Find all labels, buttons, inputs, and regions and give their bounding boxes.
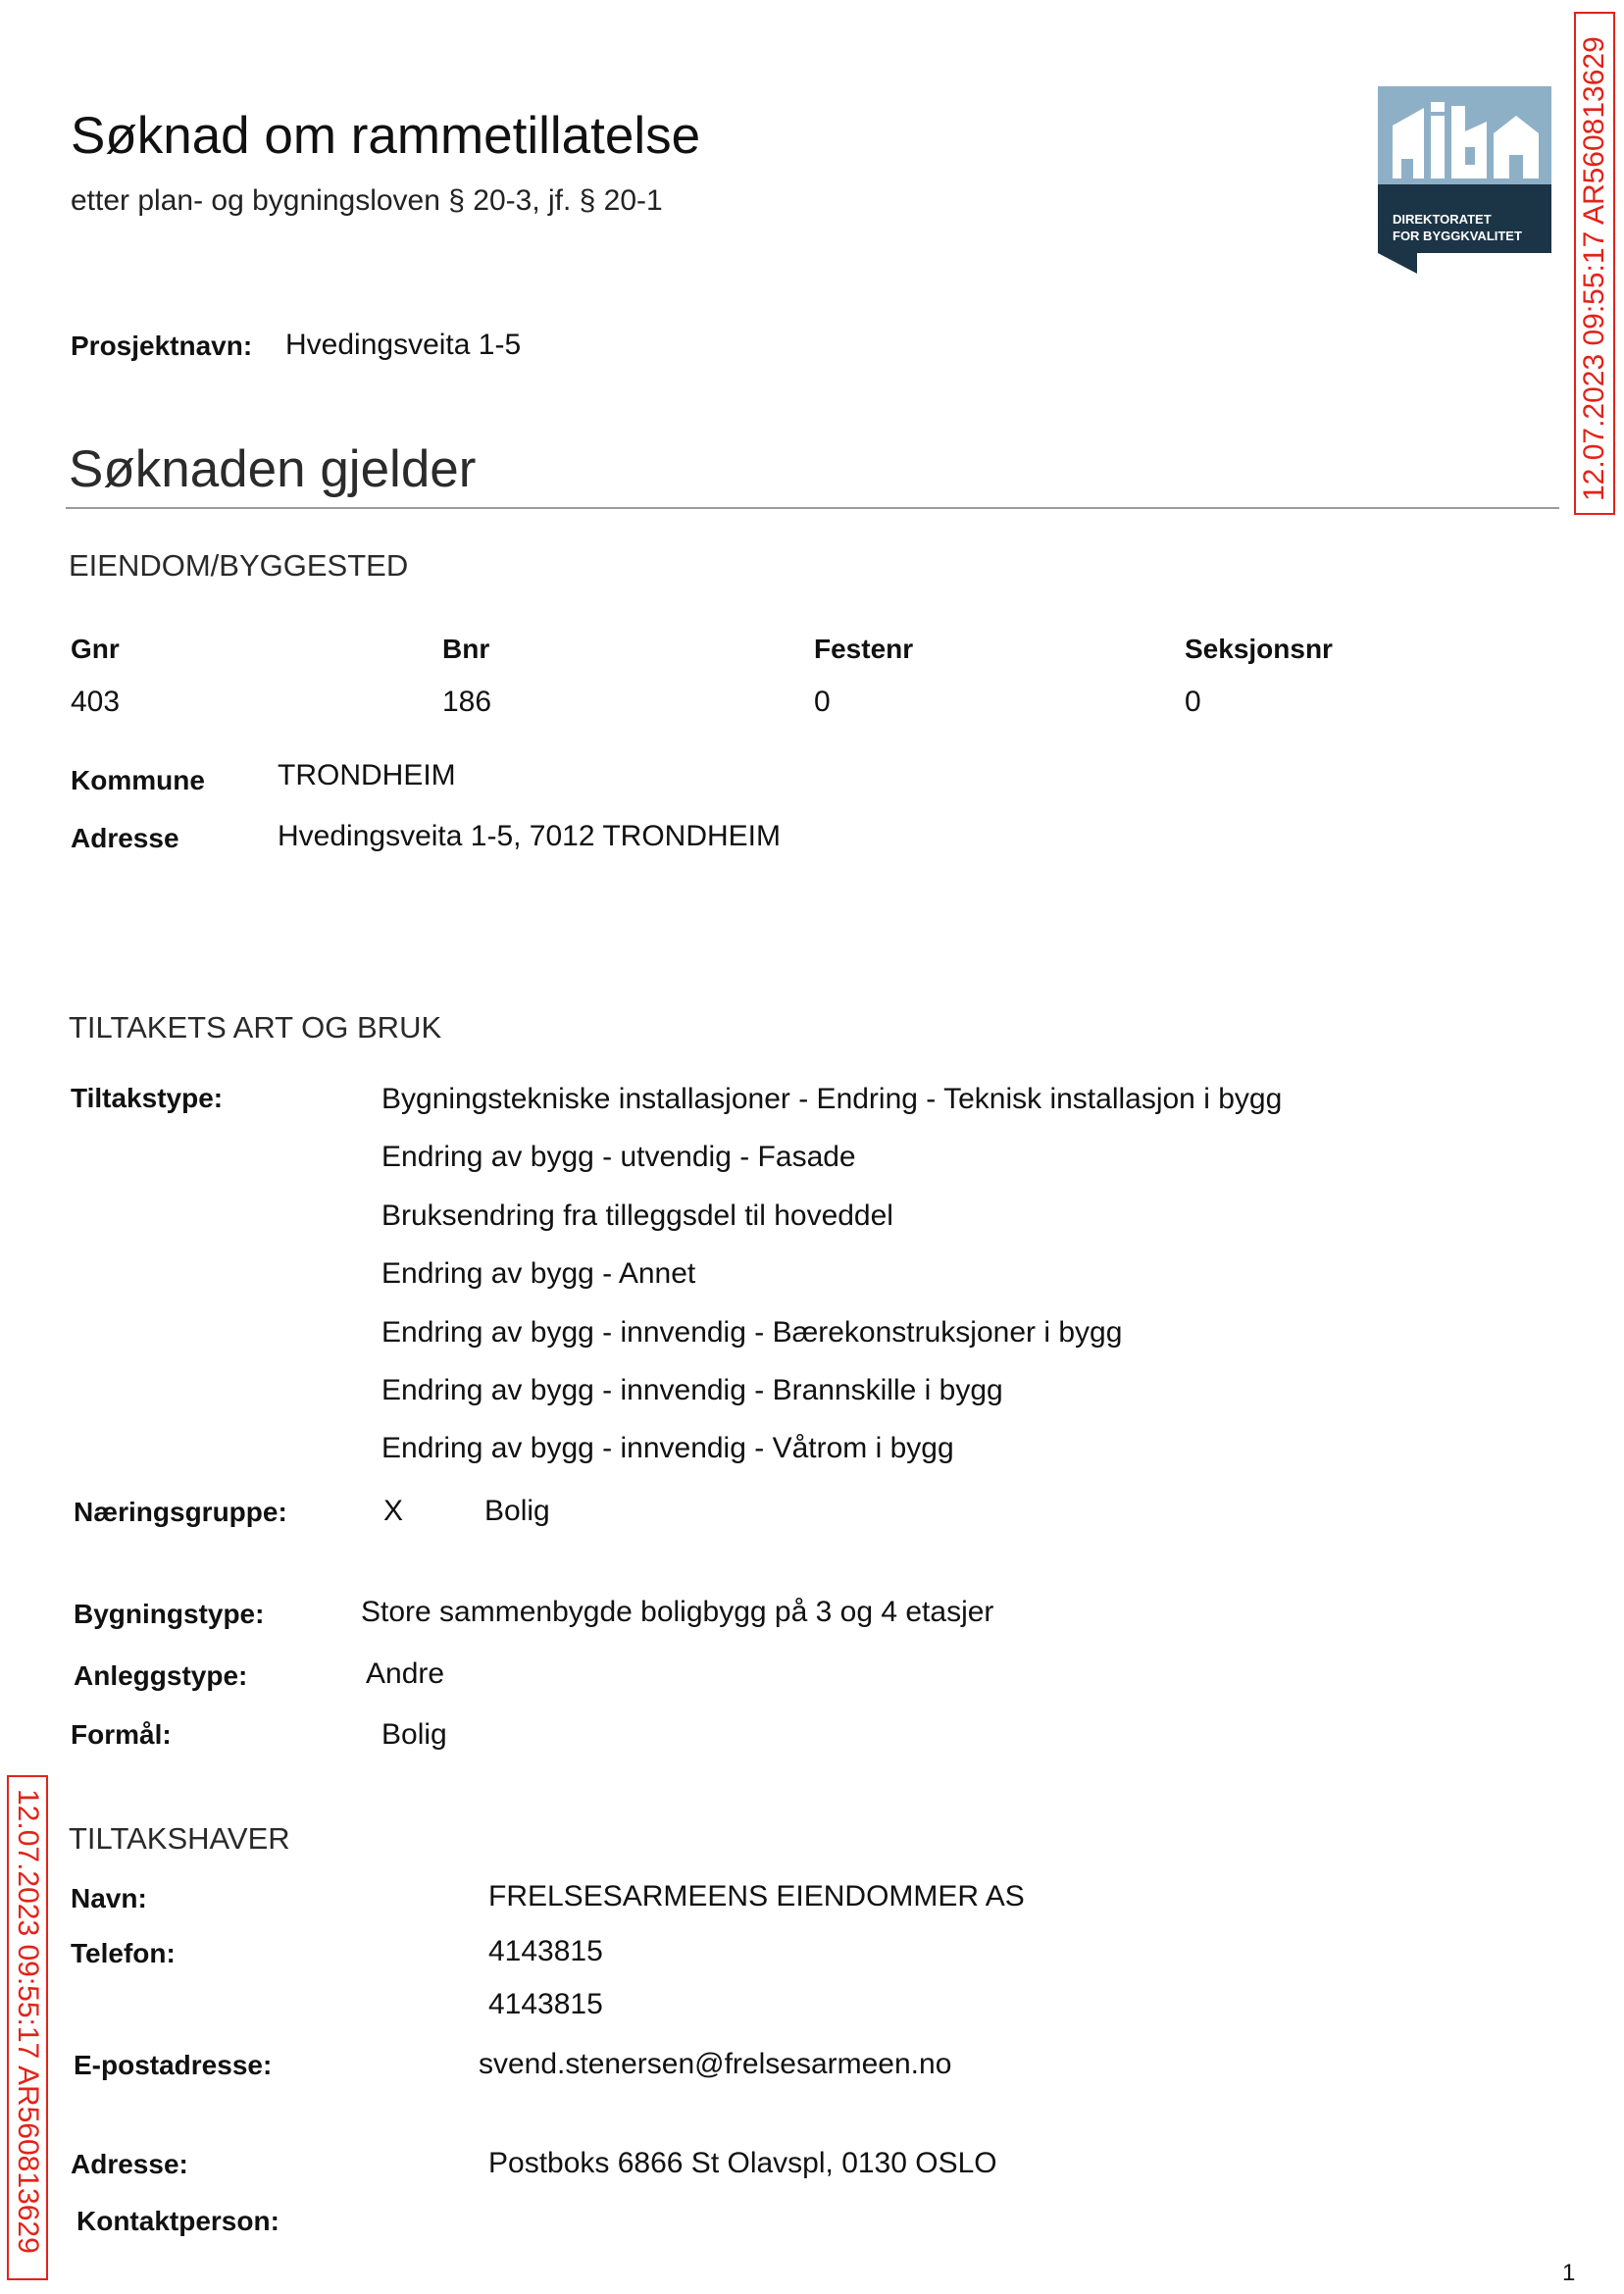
- logo-ribbon: [1378, 253, 1417, 274]
- logo-building: [1431, 116, 1445, 178]
- property-address-value: Hvedingsveita 1-5, 7012 TRONDHEIM: [278, 820, 781, 852]
- applicant-phone-label: Telefon:: [71, 1938, 176, 1968]
- logo-building-door: [1401, 159, 1413, 178]
- measure-type-item: Endring av bygg - innvendig - Brannskille i bygg: [381, 1374, 1003, 1407]
- measure-type-item: Endring av bygg - utvendig - Fasade: [381, 1141, 856, 1174]
- applicant-address-value: Postboks 6866 St Olavspl, 0130 OSLO: [488, 2147, 997, 2179]
- measure-type-item: Endring av bygg - Annet: [381, 1257, 696, 1291]
- measure-type-list: [381, 1070, 1282, 1478]
- purpose-label: Formål:: [71, 1719, 172, 1750]
- bnr-label: Bnr: [442, 634, 490, 664]
- municipality-label: Kommune: [71, 765, 205, 795]
- seksjonsnr-value: 0: [1185, 686, 1201, 718]
- facility-type-value: Andre: [366, 1657, 445, 1690]
- document-title: Søknad om rammetillatelse: [71, 107, 701, 165]
- applicant-name-label: Navn:: [71, 1883, 147, 1913]
- festenr-label: Festenr: [814, 634, 914, 664]
- logo-building-window: [1465, 147, 1475, 165]
- measure-type-item: Bygningstekniske installasjoner - Endring - Teknisk installasjon i bygg: [381, 1083, 1283, 1115]
- receipt-stamp-text: 12.07.2023 09:55:17 AR560813629: [12, 1789, 44, 2254]
- industry-group-code: X: [383, 1495, 404, 1527]
- applicant-phone-value: 4143815: [488, 1935, 603, 1967]
- logo-text-line2: FOR BYGGKVALITET: [1393, 229, 1522, 243]
- logo-building-door: [1509, 155, 1523, 178]
- property-address-label: Adresse: [71, 823, 179, 853]
- project-name-value: Hvedingsveita 1-5: [285, 329, 522, 361]
- industry-group-label: Næringsgruppe:: [74, 1497, 287, 1527]
- section-heading-property: EIENDOM/BYGGESTED: [69, 548, 409, 583]
- bnr-value: 186: [442, 686, 492, 718]
- measure-type-item: Endring av bygg - innvendig - Bærekonstruksjoner i bygg: [381, 1315, 1123, 1349]
- industry-group-value: Bolig: [484, 1495, 550, 1527]
- document-subtitle: etter plan- og bygningsloven § 20-3, jf. § 20-1: [71, 184, 663, 217]
- municipality-value: TRONDHEIM: [278, 759, 456, 791]
- section-heading-application: Søknaden gjelder: [69, 440, 477, 498]
- section-heading-measure: TILTAKETS ART OG BRUK: [69, 1010, 442, 1045]
- measure-type-label: Tiltakstype:: [71, 1083, 224, 1113]
- seksjonsnr-label: Seksjonsnr: [1185, 634, 1333, 664]
- section-divider: [66, 507, 1559, 509]
- receipt-stamp-text: 12.07.2023 09:55:17 AR560813629: [1578, 36, 1610, 501]
- receipt-stamp-top-right: [1574, 12, 1615, 515]
- section-heading-applicant: TILTAKSHAVER: [69, 1821, 290, 1856]
- applicant-email-label: E-postadresse:: [74, 2050, 273, 2080]
- measure-type-item: Bruksendring fra tilleggsdel til hoveddel: [381, 1198, 893, 1232]
- logo-building: [1431, 102, 1445, 112]
- purpose-value: Bolig: [381, 1718, 447, 1751]
- building-type-label: Bygningstype:: [74, 1599, 265, 1629]
- building-type-value: Store sammenbygde boligbygg på 3 og 4 etasjer: [361, 1596, 994, 1628]
- receipt-stamp-bottom-left: [7, 1775, 48, 2280]
- applicant-name-value: FRELSESARMEENS EIENDOMMER AS: [488, 1880, 1025, 1912]
- gnr-value: 403: [71, 686, 121, 718]
- measure-type-item: Endring av bygg - innvendig - Våtrom i bygg: [381, 1432, 954, 1465]
- page-number: 1: [1562, 2260, 1576, 2286]
- applicant-phone-value: 4143815: [488, 1988, 603, 2020]
- logo-text-line1: DIREKTORATET: [1393, 212, 1492, 227]
- contact-person-label: Kontaktperson:: [76, 2206, 279, 2236]
- project-name-label: Prosjektnavn:: [71, 331, 253, 361]
- festenr-value: 0: [814, 686, 831, 718]
- dibk-logo: [1378, 86, 1551, 274]
- applicant-address-label: Adresse:: [71, 2149, 188, 2179]
- facility-type-label: Anleggstype:: [74, 1660, 248, 1691]
- applicant-email-value: svend.stenersen@frelsesarmeen.no: [479, 2048, 952, 2080]
- gnr-label: Gnr: [71, 634, 120, 664]
